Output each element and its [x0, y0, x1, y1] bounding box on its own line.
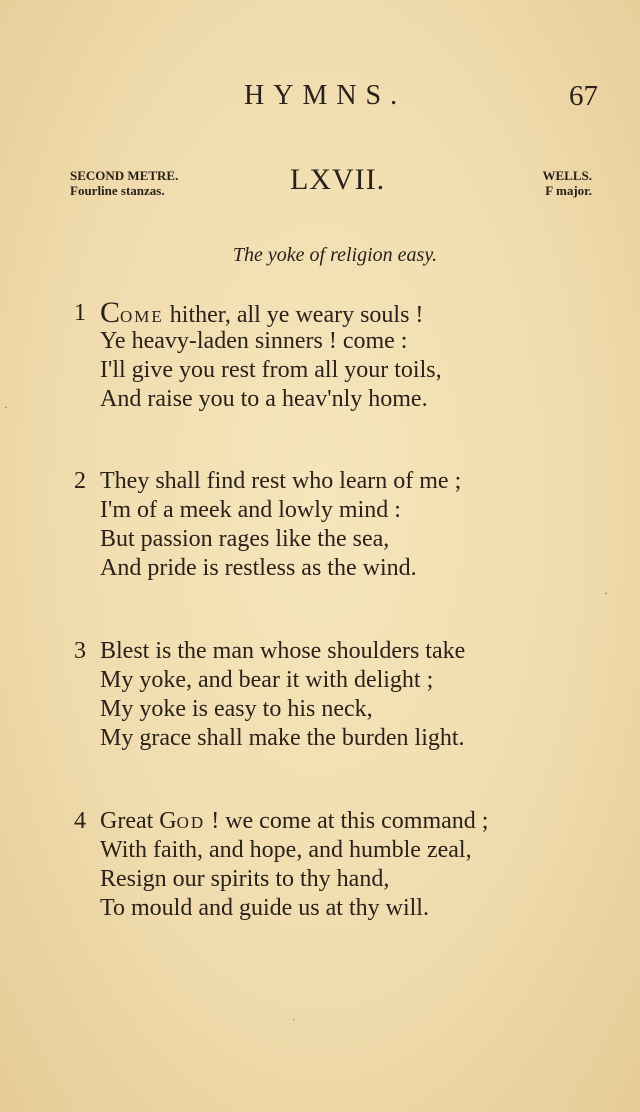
- stanza-line: I'll give you rest from all your toils,: [100, 357, 442, 383]
- stanza-line: With faith, and hope, and humble zeal,: [100, 837, 472, 863]
- paper-blemish: ˈ: [292, 1016, 296, 1030]
- stanza-line: Ye heavy-laden sinners ! come :: [100, 328, 408, 354]
- stanza-number: 3: [74, 638, 86, 664]
- stanza-line: And raise you to a heav'nly home.: [100, 386, 428, 412]
- stanza-line: And pride is restless as the wind.: [100, 555, 417, 581]
- small-caps-text: OD: [176, 813, 206, 832]
- hymn-title: The yoke of religion easy.: [232, 244, 438, 266]
- stanza-line: I'm of a meek and lowly mind :: [100, 497, 401, 523]
- meter-detail: Fourline stanzas.: [70, 183, 165, 198]
- paper-blemish: ·: [604, 586, 608, 600]
- stanza-line: Blest is the man whose shoulders take: [100, 638, 466, 664]
- stanza-line: [100, 808, 488, 835]
- stanza-line: To mould and guide us at thy will.: [100, 895, 429, 921]
- tune-name: WELLS.: [542, 168, 592, 183]
- stanza-line: My yoke, and bear it with delight ;: [100, 667, 434, 693]
- small-caps-text: OME: [120, 307, 164, 326]
- stanza-line: My grace shall make the burden light.: [100, 725, 465, 751]
- stanza-number: 4: [74, 808, 86, 834]
- stanza-line: They shall find rest who learn of me ;: [100, 468, 462, 494]
- line-text: hither, all ye weary souls !: [163, 302, 424, 328]
- stanza-line: Resign our spirits to thy hand,: [100, 866, 390, 892]
- line-text: ! we come at this command ;: [205, 808, 489, 834]
- stanza-number: 2: [74, 468, 86, 494]
- hymn-number: LXVII.: [290, 163, 386, 196]
- running-head: HYMNS.: [244, 80, 407, 111]
- stanza-line: My yoke is easy to his neck,: [100, 696, 373, 722]
- stanza-line: But passion rages like the sea,: [100, 526, 390, 552]
- tune-info: [543, 168, 593, 198]
- page-number: 67: [569, 80, 598, 112]
- stanza-line: [100, 296, 423, 330]
- paper-blemish: ˋ: [4, 404, 8, 418]
- line-text: Great G: [100, 808, 177, 834]
- tune-key: F major.: [545, 183, 592, 198]
- drop-cap: C: [100, 296, 121, 329]
- meter-info: [70, 168, 178, 198]
- stanza-number: 1: [74, 300, 86, 326]
- meter-label: SECOND METRE.: [70, 168, 179, 183]
